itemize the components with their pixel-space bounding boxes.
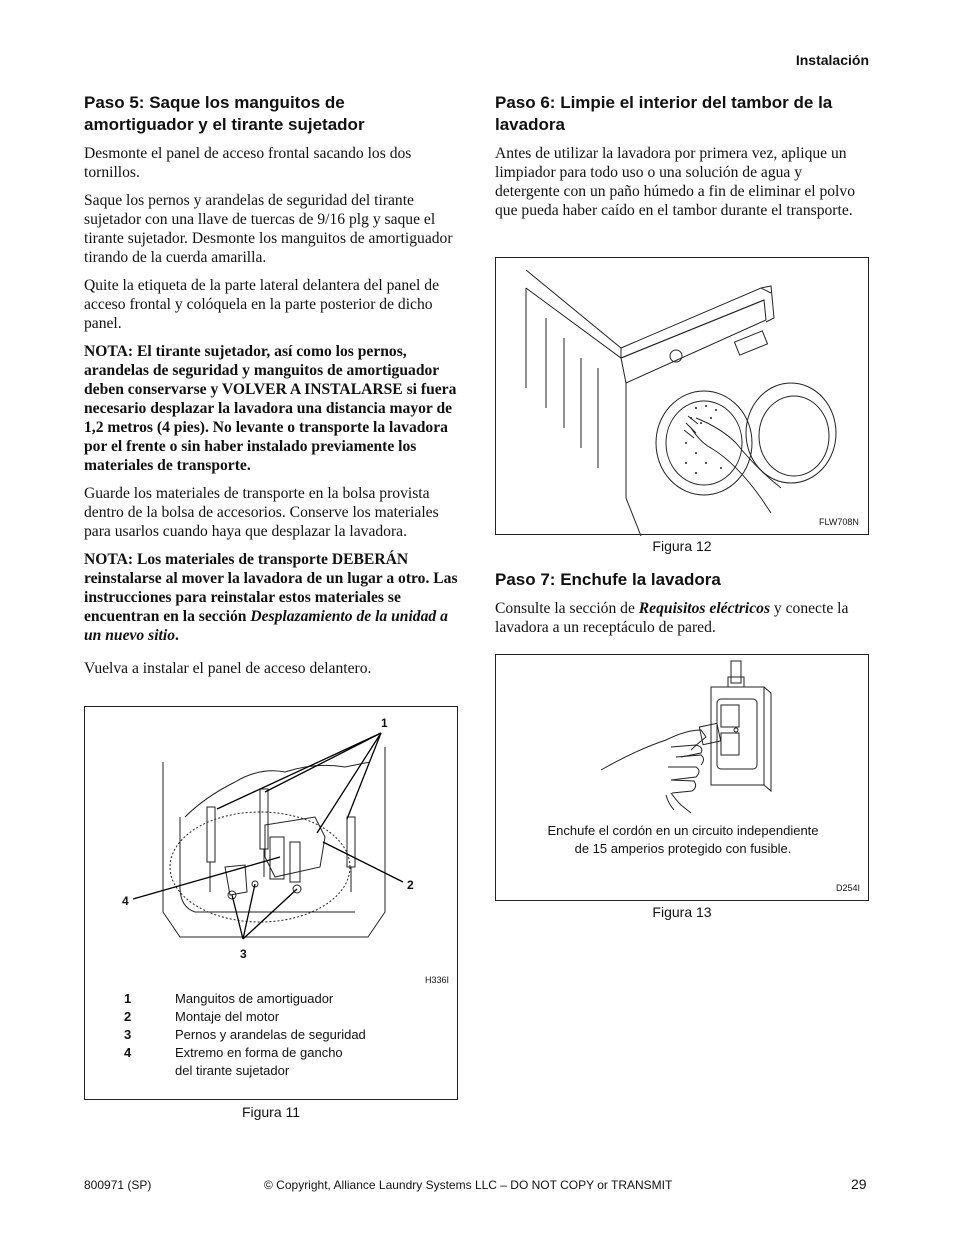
step5-note-2: NOTA: Los materiales de transporte DEBERÁN reinstalarse al mover la lavadora de un lugar a otro. Las instrucciones para reinstalar estos materiales se encuentran en la sección Desplazamiento de la unidad a un nuevo sitio. [84, 551, 458, 644]
step7-section [495, 569, 869, 646]
step5-note-1: NOTA: El tirante sujetador, así como los pernos, arandelas de seguridad y manguitos de amortiguador deben conservarse y VOLVER A INSTALARSE si fuera necesario desplazar la lavadora una distancia mayor de 1,2 metros (4 pies). No levante o transporte la lavadora por el frente o sin haber instalado previamente los materiales de transporte. [84, 343, 457, 474]
figure-11-caption: Figura 11 [241, 1104, 301, 1120]
figure-11-box [84, 706, 458, 1100]
legend-item-continued: del tirante sujetador [175, 1063, 290, 1078]
step6-heading: Paso 6: Limpie el interior del tambor de la lavadora [495, 93, 833, 134]
footer-doc-number: 800971 (SP) [84, 1178, 152, 1192]
step5-heading: Paso 5: Saque los manguitos de amortiguador y el tirante sujetador [84, 93, 365, 134]
callout-4: 4 [122, 894, 129, 908]
washer-cleaning-illustration [496, 258, 870, 536]
note-section-link: Desplazamiento de la unidad a un nuevo sitio [84, 608, 448, 644]
callout-3: 3 [240, 947, 247, 961]
legend-item: 4 Extremo en forma de gancho [124, 1045, 343, 1060]
figure-11-code: H336I [425, 975, 450, 985]
figure-13-instruction: Enchufe el cordón en un circuito independiente de 15 amperios protegido con fusible. [547, 823, 819, 856]
step5-paragraph-2: Saque los pernos y arandelas de seguridad del tirante sujetador con una llave de tuercas de 9/16 plg y saque el tirante sujetador. Desmonte los manguitos de amortiguador tirando de la cuerda amarilla. [84, 192, 453, 266]
callout-2: 2 [407, 878, 414, 892]
header-section-title: Instalación [795, 52, 869, 68]
footer-copyright: © Copyright, Alliance Laundry Systems LLC – DO NOT COPY or TRANSMIT [264, 1178, 673, 1192]
callout-1: 1 [381, 716, 388, 730]
electrical-requirements-link: Requisitos eléctricos [638, 600, 771, 617]
figure-13-code: D254I [836, 883, 861, 893]
plug-outlet-illustration [496, 655, 870, 815]
step5-paragraph-3: Quite la etiqueta de la parte lateral delantera del panel de acceso frontal y colóquela en la parte posterior de dicho panel. [84, 277, 440, 332]
legend-item: 3 Pernos y arandelas de seguridad [124, 1027, 366, 1042]
step5-paragraph-4: Guarde los materiales de transporte en la bolsa provista dentro de la bolsa de accesorios. Conserve los materiales para usarlos cuando haya que desplazar la lavadora. [84, 485, 439, 540]
legend-item: 1 Manguitos de amortiguador [124, 991, 334, 1006]
legend-item: 2 Montaje del motor [124, 1009, 280, 1024]
left-column [84, 92, 458, 687]
right-column [495, 92, 869, 229]
step5-paragraph-5: Vuelva a instalar el panel de acceso delantero. [84, 660, 372, 677]
step7-paragraph: Consulte la sección de Requisitos eléctricos y conecte la lavadora a un receptáculo de pared. [495, 600, 849, 636]
step7-heading: Paso 7: Enchufe la lavadora [495, 570, 721, 589]
step5-paragraph-1: Desmonte el panel de acceso frontal sacando los dos tornillos. [84, 145, 412, 181]
figure-12-code: FLW708N [819, 517, 859, 527]
shipping-materials-illustration [85, 707, 459, 987]
page-number: 29 [851, 1176, 867, 1192]
figure-13-box [495, 654, 869, 901]
figure-12-box [495, 257, 869, 535]
figure-11-legend [124, 990, 366, 1080]
figure-12-caption: Figura 12 [652, 538, 712, 554]
step6-paragraph: Antes de utilizar la lavadora por primera vez, aplique un limpiador para todo uso o una solución de agua y detergente con un paño húmedo a fin de eliminar el polvo que pueda haber caído en el tambor durante el transporte. [495, 145, 855, 219]
figure-13-caption: Figura 13 [652, 904, 712, 920]
